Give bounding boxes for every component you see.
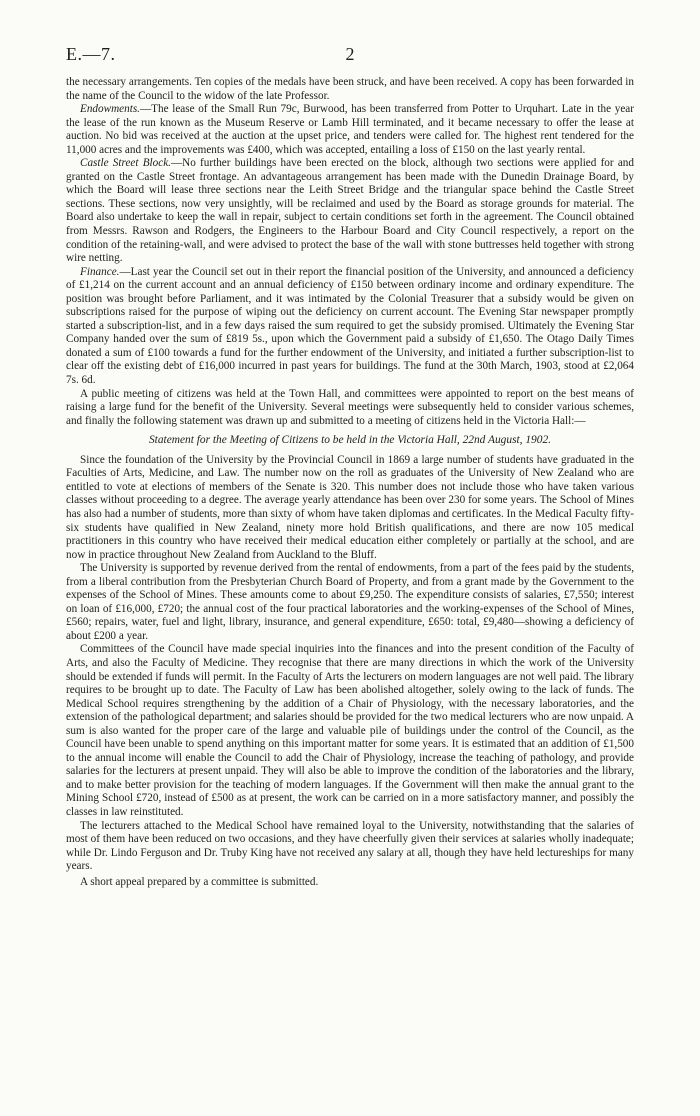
section-heading-endowments: Endowments.	[80, 103, 140, 116]
page-header	[66, 44, 634, 68]
page-number: 2	[345, 44, 355, 64]
paragraph-lecturers: The lecturers attached to the Medical School have remained loyal to the University, notwithstanding that the salaries of most of them have been reduced on two occasions, and they have cheerfully given their services at salaries wholly inadequate; while Dr. Lindo Ferguson and Dr. Truby King have not received any salary at all, though they have held lectureships for many years.	[66, 819, 634, 873]
paragraph-public-meeting: A public meeting of citizens was held at the Town Hall, and committees were appointed to report on the best means of raising a large fund for the benefit of the University. Several meetings were subsequently held to consider various schemes, and finally the following statement was drawn up and submitted to a meeting of citizens held in the Victoria Hall:—	[66, 387, 634, 427]
paragraph-support: The University is supported by revenue derived from the rental of endowments, from a part of the fees paid by the students, from a liberal contribution from the Presbyterian Church Board of Property, and from a grant made by the Government to the expenses of the School of Mines. These amounts come to about £9,250. The expenditure consists of salaries, £7,550; interest on loan of £16,000, £720; the annual cost of the four practical laboratories and the working-expenses of the School of Mines, £560; repairs, water, fuel and light, library, insurance, and general expenditure, £650: total, £9,480—showing a deficiency of about £200 a year.	[66, 562, 634, 642]
section-heading-finance: Finance.	[80, 265, 120, 278]
document-body	[66, 76, 634, 889]
paragraph-committees: Committees of the Council have made special inquiries into the finances and into the present condition of the Faculty of Arts, and also the Faculty of Medicine. They recognise that there are many directions in which the work of the University should be extended if funds will permit. In the Faculty of Arts the lecturers on modern languages are not well paid. The library requires to be brought up to date. The Faculty of Law has been abolished altogether, solely owing to the lack of funds. The Medical School requires strengthening by the addition of a Chair of Physiology, with the necessary laboratories, and the extension of the pathological department; and salaries should be provided for the two medical lecturers who are now unpaid. A sum is also wanted for the proper care of the large and valuable pile of buildings under the control of the Council, as the Council have been unable to spend anything on this important matter for some years. It is estimated that an addition of £1,500 to the annual income will enable the Council to add the Chair of Physiology, increase the teaching of pathology, and provide salaries for the lecturers at present unpaid. They will also be able to improve the condition of the laboratories and the library, and to make better provision for the teaching of modern languages. If the Government will then make the annual grant to the Mining School £720, instead of £500 as at present, the work can be carried on in a more satisfactory manner, and possibly the classes in law reinstituted.	[66, 643, 634, 818]
closing-line: A short appeal prepared by a committee is submitted.	[80, 875, 319, 888]
paragraph-castle-street: Castle Street Block.—No further buildings have been erected on the block, although two sections were applied for and granted on the Castle Street frontage. An advantageous arrangement has been made with the Dunedin Drainage Board, by which the Board will lease three sections near the Leith Street Bridge and the triangular space behind the Castle Street sections. These sections, now very unsightly, will be reclaimed and used by the Board as storage grounds for material. The Board also undertake to keep the wall in repair, subject to certain conditions set forth in the agreement. The Council obtained from Messrs. Rawson and Rodgers, the Engineers to the Harbour Board and City Council respectively, a report on the condition of the retaining-wall, and were advised to protect the base of the wall with stone buttresses held together with strong wire netting.	[66, 157, 634, 265]
paragraph-foundation: Since the foundation of the University by the Provincial Council in 1869 a large number of students have graduated in the Faculties of Arts, Medicine, and Law. The number now on the roll as graduates of the University of New Zealand who are entitled to vote at elections of members of the Senate is 320. This number does not include those who have taken various classes without proceeding to a degree. The average yearly attendance has been over 230 for some years. The School of Mines has also had a number of students, more than sixty of whom have taken diplomas and certificates. In the Medical Faculty fifty-six students have qualified in New Zealand, ninety more hold British qualifications, and there are now 105 medical practitioners in this country who have received their medical education either completely or partially at the school, and are now in practice throughout New Zealand from Auckland to the Bluff.	[66, 453, 634, 561]
section-heading-castle-street: Castle Street Block.	[80, 157, 171, 170]
paragraph-finance: Finance.—Last year the Council set out in their report the financial position of the University, and announced a deficiency of £1,214 on the current account and an annual deficiency of £150 between ordinary income and ordinary expenditure. The position was brought before Parliament, and it was intimated by the Colonial Treasurer that a subsidy would be given on subscriptions raised for the purpose of wiping out the deficiency on current account. The Evening Star newspaper promptly started a subscription-list, and in a few days raised the sum required to get the subsidy promised. Ultimately the Evening Star Company handed over the sum of £819 5s., upon which the Government paid a subsidy of £1,650. The Otago Daily Times donated a sum of £100 towards a fund for the further endowment of the University, and initiated a further subscription-list to clear off the existing debt of £16,000 incurred in past years for buildings. The fund at the 30th March, 1903, stood at £2,064 7s. 6d.	[66, 265, 634, 387]
document-reference: E.—7.	[66, 44, 116, 64]
paragraph-endowments: Endowments.—The lease of the Small Run 79c, Burwood, has been transferred from Potter to Urquhart. Late in the year the lease of the run known as the Museum Reserve or Lamb Hill terminated, and it became necessary to offer the lease at auction. No bid was received at the auction at the upset price, and tenders were called for. The highest rent tendered for the 11,000 acres and the improvements was £400, which was accepted, entailing a loss of £150 on the last yearly rental.	[66, 103, 634, 156]
paragraph-medals: the necessary arrangements. Ten copies of the medals have been struck, and have been received. A copy has been forwarded in the name of the Council to the widow of the late Professor.	[66, 76, 634, 102]
statement-heading: Statement for the Meeting of Citizens to be held in the Victoria Hall, 22nd August, 1902.	[148, 434, 551, 447]
